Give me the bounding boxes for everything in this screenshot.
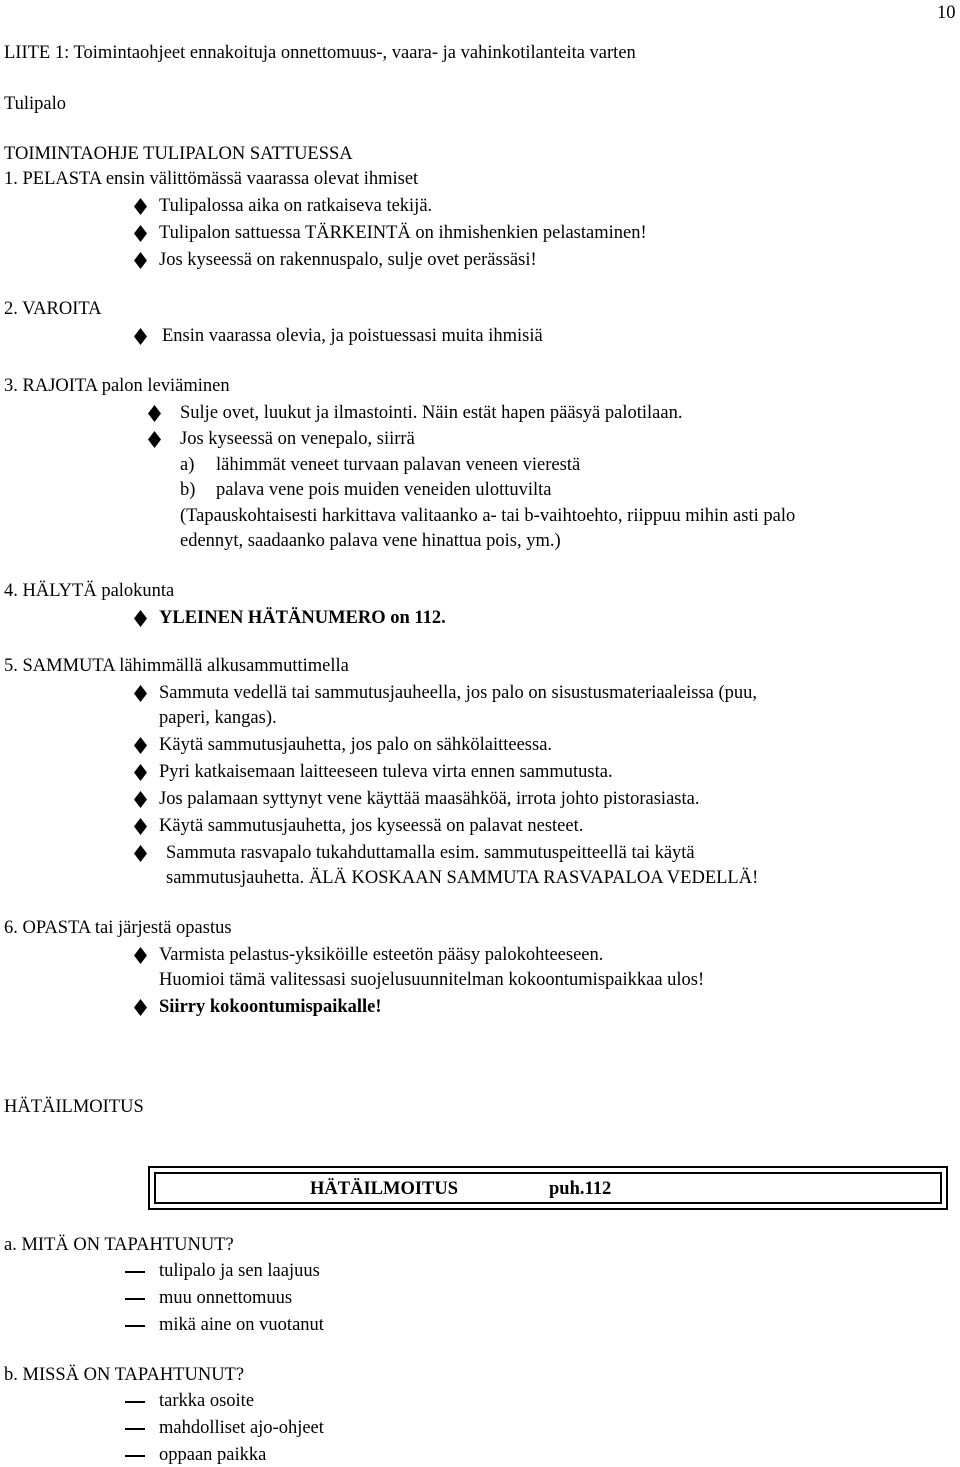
step6-item-continuation: Huomioi tämä valitessasi suojelusuunnitelman kokoontumispaikkaa ulos! bbox=[159, 970, 705, 990]
diamond-bullet-icon bbox=[134, 764, 147, 781]
step5-item: Sammuta vedellä tai sammutusjauheella, jos palo on sisustusmateriaaleissa (puu, bbox=[159, 683, 758, 703]
step2-item: Ensin vaarassa olevia, ja poistuessasi muita ihmisiä bbox=[162, 326, 543, 346]
diamond-bullet-icon bbox=[134, 328, 147, 345]
step5-item-continuation: sammutusjauhetta. ÄLÄ KOSKAAN SAMMUTA RASVAPALOA VEDELLÄ! bbox=[166, 868, 759, 888]
dash-bullet-icon bbox=[125, 1455, 145, 1457]
diamond-bullet-icon bbox=[134, 685, 147, 702]
diamond-bullet-icon bbox=[134, 999, 147, 1016]
step5-item-continuation: paperi, kangas). bbox=[159, 708, 277, 728]
dash-bullet-icon bbox=[125, 1401, 145, 1403]
dash-bullet-icon bbox=[125, 1325, 145, 1327]
step1-item: Jos kyseessä on rakennuspalo, sulje ovet perässäsi! bbox=[159, 250, 537, 270]
emergency-box bbox=[148, 1166, 948, 1210]
step6-heading: 6. OPASTA tai järjestä opastus bbox=[4, 918, 232, 938]
step3-item: Sulje ovet, luukut ja ilmastointi. Näin estät hapen pääsyä palotilaan. bbox=[180, 403, 683, 423]
diamond-bullet-icon bbox=[148, 431, 161, 448]
note-text: edennyt, saadaanko palava vene hinattua pois, ym.) bbox=[180, 531, 561, 551]
diamond-bullet-icon bbox=[134, 225, 147, 242]
question-a-item: tulipalo ja sen laajuus bbox=[159, 1261, 320, 1281]
question-b-item: tarkka osoite bbox=[159, 1391, 255, 1411]
question-a-item: mikä aine on vuotanut bbox=[159, 1315, 324, 1335]
note-text: (Tapauskohtaisesti harkittava valitaanko a- tai b-vaihtoehto, riippuu mihin asti palo bbox=[180, 506, 796, 526]
page-number: 10 bbox=[937, 3, 956, 23]
dash-bullet-icon bbox=[125, 1428, 145, 1430]
diamond-bullet-icon bbox=[134, 737, 147, 754]
step5-heading: 5. SAMMUTA lähimmällä alkusammuttimella bbox=[4, 656, 349, 676]
emergency-box-inner bbox=[154, 1172, 942, 1204]
instruction-title: TOIMINTAOHJE TULIPALON SATTUESSA bbox=[4, 144, 353, 164]
step3-heading: 3. RAJOITA palon leviäminen bbox=[4, 376, 230, 396]
sub-item-label: b) bbox=[180, 480, 196, 500]
emergency-box-label: HÄTÄILMOITUS bbox=[310, 1179, 459, 1199]
diamond-bullet-icon bbox=[134, 252, 147, 269]
step5-item: Käytä sammutusjauhetta, jos kyseessä on palavat nesteet. bbox=[159, 816, 584, 836]
appendix-title: LIITE 1: Toimintaohjeet ennakoituja onnettomuus-, vaara- ja vahinkotilanteita varten bbox=[4, 43, 636, 63]
step6-item: Siirry kokoontumispaikalle! bbox=[159, 997, 382, 1017]
diamond-bullet-icon bbox=[134, 818, 147, 835]
step3-item: Jos kyseessä on venepalo, siirrä bbox=[180, 429, 415, 449]
step6-item: Varmista pelastus-yksiköille esteetön pääsy palokohteeseen. bbox=[159, 945, 604, 965]
emergency-number-text: YLEINEN HÄTÄNUMERO on 112. bbox=[159, 608, 446, 628]
step2-heading: 2. VAROITA bbox=[4, 299, 102, 319]
step5-item: Sammuta rasvapalo tukahduttamalla esim. sammutuspeitteellä tai käytä bbox=[166, 843, 695, 863]
dash-bullet-icon bbox=[125, 1298, 145, 1300]
diamond-bullet-icon bbox=[134, 845, 147, 862]
question-b-item: mahdolliset ajo-ohjeet bbox=[159, 1418, 324, 1438]
emergency-box-phone: puh.112 bbox=[549, 1179, 612, 1199]
diamond-bullet-icon bbox=[134, 791, 147, 808]
question-b-heading: b. MISSÄ ON TAPAHTUNUT? bbox=[4, 1365, 245, 1385]
sub-item-label: a) bbox=[180, 455, 195, 475]
question-a-heading: a. MITÄ ON TAPAHTUNUT? bbox=[4, 1235, 234, 1255]
step1-item: Tulipalossa aika on ratkaiseva tekijä. bbox=[159, 196, 433, 216]
step1-item: Tulipalon sattuessa TÄRKEINTÄ on ihmishenkien pelastaminen! bbox=[159, 223, 647, 243]
step4-heading: 4. HÄLYTÄ palokunta bbox=[4, 581, 175, 601]
diamond-bullet-icon bbox=[134, 947, 147, 964]
sub-item-text: lähimmät veneet turvaan palavan veneen vierestä bbox=[216, 455, 581, 475]
step1-heading: 1. PELASTA ensin välittömässä vaarassa olevat ihmiset bbox=[4, 169, 419, 189]
diamond-bullet-icon bbox=[134, 610, 147, 627]
step5-item: Jos palamaan syttynyt vene käyttää maasähköä, irrota johto pistorasiasta. bbox=[159, 789, 700, 809]
question-b-item: oppaan paikka bbox=[159, 1445, 267, 1465]
section-title: Tulipalo bbox=[4, 94, 67, 114]
diamond-bullet-icon bbox=[134, 198, 147, 215]
sub-item-text: palava vene pois muiden veneiden ulottuvilta bbox=[216, 480, 552, 500]
question-a-item: muu onnettomuus bbox=[159, 1288, 293, 1308]
emergency-heading: HÄTÄILMOITUS bbox=[4, 1097, 144, 1117]
step5-item: Käytä sammutusjauhetta, jos palo on sähkölaitteessa. bbox=[159, 735, 553, 755]
diamond-bullet-icon bbox=[148, 405, 161, 422]
step5-item: Pyri katkaisemaan laitteeseen tuleva virta ennen sammutusta. bbox=[159, 762, 613, 782]
dash-bullet-icon bbox=[125, 1271, 145, 1273]
